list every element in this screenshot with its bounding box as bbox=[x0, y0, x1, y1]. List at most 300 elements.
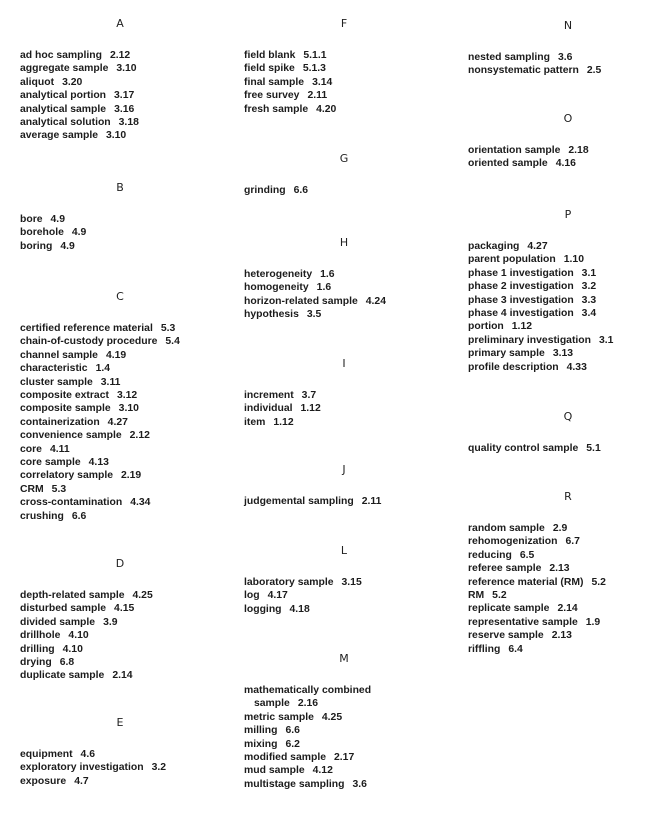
entry-reference: 1.9 bbox=[585, 616, 601, 628]
index-entry bbox=[244, 751, 464, 764]
section-letter-heading: M bbox=[339, 652, 349, 665]
entry-reference: 1.6 bbox=[320, 269, 335, 280]
entry-list bbox=[244, 495, 464, 508]
entry-term: nonsystematic pattern bbox=[468, 65, 579, 77]
entry-term: equipment bbox=[20, 749, 73, 760]
index-entry bbox=[468, 522, 667, 535]
index-entry bbox=[244, 711, 464, 724]
entry-term: divided sample bbox=[20, 616, 96, 628]
entry-term: metric sample bbox=[244, 711, 314, 723]
index-entry bbox=[244, 49, 464, 62]
entry-reference: 4.24 bbox=[365, 295, 386, 307]
entry-reference: 4.27 bbox=[527, 241, 548, 252]
section-m bbox=[244, 652, 464, 791]
section-letter-heading: C bbox=[116, 290, 124, 303]
index-entry bbox=[20, 376, 240, 389]
entry-reference: 3.10 bbox=[105, 130, 127, 142]
section-q bbox=[468, 410, 667, 455]
section-letter-heading: J bbox=[342, 463, 346, 476]
section-letter-heading: F bbox=[340, 17, 348, 30]
entry-reference: 4.34 bbox=[130, 497, 151, 509]
index-entry bbox=[20, 416, 240, 429]
index-entry bbox=[244, 308, 464, 321]
entry-term: depth-related sample bbox=[20, 590, 125, 601]
entry-reference: 4.17 bbox=[267, 590, 288, 602]
entry-term: item bbox=[244, 416, 266, 428]
section-letter-heading: E bbox=[116, 716, 124, 729]
entry-reference: 2.11 bbox=[361, 496, 382, 507]
entry-reference: 2.16 bbox=[297, 698, 319, 710]
entry-reference: 6.8 bbox=[59, 657, 75, 669]
entry-term: chain-of-custody procedure bbox=[20, 336, 158, 348]
index-entry bbox=[20, 76, 240, 89]
index-entry bbox=[20, 116, 240, 129]
entry-reference: 3.2 bbox=[151, 762, 167, 774]
entry-term: oriented sample bbox=[468, 158, 548, 170]
entry-term: field spike bbox=[244, 63, 295, 75]
entry-reference: 4.25 bbox=[321, 711, 343, 723]
entry-term: representative sample bbox=[468, 616, 578, 628]
index-entry bbox=[468, 253, 667, 266]
index-entry bbox=[20, 443, 240, 456]
entry-term: reserve sample bbox=[468, 630, 544, 642]
entry-term: logging bbox=[244, 603, 282, 615]
entry-term: duplicate sample bbox=[20, 670, 105, 682]
entry-reference: 3.6 bbox=[558, 52, 573, 63]
entry-reference: 3.3 bbox=[581, 294, 597, 306]
index-entry bbox=[244, 402, 464, 415]
entry-reference: 4.7 bbox=[74, 775, 89, 787]
entry-reference: 1.12 bbox=[511, 321, 533, 333]
entry-term: mathematically combined bbox=[244, 685, 372, 696]
entry-reference: 2.9 bbox=[552, 523, 568, 534]
section-letter-heading: P bbox=[564, 208, 572, 221]
entry-term: laboratory sample bbox=[244, 577, 334, 588]
entry-reference: 4.9 bbox=[60, 240, 75, 252]
entry-term: quality control sample bbox=[468, 443, 579, 454]
entry-reference: 5.1.1 bbox=[303, 50, 327, 61]
entry-list bbox=[468, 240, 667, 374]
entry-reference: 4.20 bbox=[316, 103, 337, 115]
index-entry bbox=[468, 267, 667, 280]
index-entry bbox=[468, 549, 667, 562]
entry-term: analytical sample bbox=[20, 103, 107, 115]
entry-reference: 2.13 bbox=[549, 563, 570, 575]
entry-term: phase 4 investigation bbox=[468, 308, 574, 320]
entry-reference: 2.12 bbox=[109, 50, 131, 61]
section-p bbox=[468, 208, 667, 374]
index-entry bbox=[468, 334, 667, 347]
entry-list bbox=[20, 213, 240, 253]
index-entry bbox=[468, 602, 667, 615]
index-entry bbox=[20, 349, 240, 362]
entry-reference: 3.14 bbox=[312, 76, 333, 88]
index-entry bbox=[244, 576, 464, 589]
entry-term: sample bbox=[254, 698, 290, 710]
entry-term: ad hoc sampling bbox=[20, 50, 102, 61]
entry-term: hypothesis bbox=[244, 309, 299, 321]
entry-term: drilling bbox=[20, 643, 55, 655]
index-entry bbox=[244, 103, 464, 116]
entry-term: mixing bbox=[244, 738, 278, 750]
entry-list bbox=[20, 322, 240, 523]
index-entry bbox=[244, 89, 464, 102]
entry-term: fresh sample bbox=[244, 103, 309, 115]
entry-term: CRM bbox=[20, 483, 44, 495]
entry-reference: 6.2 bbox=[285, 738, 300, 750]
entry-term: analytical portion bbox=[20, 90, 107, 102]
entry-term: individual bbox=[244, 403, 293, 415]
section-f bbox=[244, 17, 464, 116]
entry-term: riffling bbox=[468, 643, 501, 655]
index-entry bbox=[244, 684, 464, 697]
entry-reference: 3.12 bbox=[116, 390, 138, 402]
entry-reference: 5.2 bbox=[591, 576, 606, 588]
index-entry bbox=[20, 213, 240, 226]
entry-term: parent population bbox=[468, 254, 556, 266]
section-r bbox=[468, 490, 667, 656]
section-b bbox=[20, 181, 240, 253]
entry-term: cluster sample bbox=[20, 376, 93, 388]
entry-term: portion bbox=[468, 321, 504, 333]
entry-term: RM bbox=[468, 590, 485, 602]
section-letter-heading: R bbox=[564, 490, 572, 503]
index-entry bbox=[20, 89, 240, 102]
entry-reference: 4.9 bbox=[71, 227, 87, 239]
index-entry bbox=[20, 629, 240, 642]
entry-reference: 5.3 bbox=[51, 483, 67, 495]
entry-reference: 5.2 bbox=[492, 590, 507, 602]
entry-term: heterogeneity bbox=[244, 269, 313, 280]
index-entry bbox=[468, 562, 667, 575]
index-entry bbox=[20, 62, 240, 75]
entry-term: reducing bbox=[468, 549, 512, 561]
entry-reference: 2.17 bbox=[334, 752, 355, 764]
entry-term: aggregate sample bbox=[20, 63, 109, 75]
index-entry bbox=[468, 64, 667, 77]
index-entry bbox=[20, 103, 240, 116]
entry-reference: 3.20 bbox=[62, 76, 83, 88]
section-letter-heading: G bbox=[339, 152, 349, 165]
entry-term: profile description bbox=[468, 361, 559, 373]
section-letter-heading: N bbox=[563, 19, 573, 32]
entry-term: cross-contamination bbox=[20, 497, 123, 509]
section-letter-heading: I bbox=[342, 357, 346, 370]
entry-term: boring bbox=[20, 240, 53, 252]
index-entry bbox=[244, 268, 464, 281]
entry-reference: 3.10 bbox=[118, 403, 139, 415]
index-entry bbox=[20, 616, 240, 629]
entry-reference: 6.5 bbox=[519, 549, 535, 561]
entry-reference: 3.10 bbox=[116, 63, 137, 75]
entry-term: core sample bbox=[20, 457, 81, 469]
entry-term: field blank bbox=[244, 50, 296, 61]
index-entry bbox=[20, 510, 240, 523]
entry-term: exploratory investigation bbox=[20, 762, 144, 774]
section-e bbox=[20, 716, 240, 788]
entry-reference: 2.14 bbox=[557, 603, 578, 615]
entry-list bbox=[20, 748, 240, 788]
section-h bbox=[244, 236, 464, 322]
entry-reference: 3.6 bbox=[352, 778, 367, 790]
entry-reference: 3.17 bbox=[114, 90, 135, 102]
entry-term: packaging bbox=[468, 241, 520, 252]
entry-reference: 2.5 bbox=[586, 65, 602, 77]
index-entry bbox=[20, 402, 240, 415]
entry-term: final sample bbox=[244, 76, 305, 88]
index-entry bbox=[20, 656, 240, 669]
entry-term: drillhole bbox=[20, 630, 61, 642]
entry-term: judgemental sampling bbox=[244, 496, 354, 507]
section-c bbox=[20, 290, 240, 523]
section-letter-heading: B bbox=[116, 181, 124, 194]
entry-term: homogeneity bbox=[244, 282, 309, 294]
index-entry bbox=[468, 280, 667, 293]
index-entry bbox=[468, 294, 667, 307]
index-entry bbox=[468, 442, 667, 455]
index-entry bbox=[244, 416, 464, 429]
entry-term: average sample bbox=[20, 130, 98, 142]
entry-reference: 6.6 bbox=[285, 725, 300, 737]
entry-reference: 6.6 bbox=[71, 510, 87, 522]
entry-reference: 6.7 bbox=[565, 536, 580, 548]
entry-term: certified reference material bbox=[20, 323, 153, 334]
section-a bbox=[20, 17, 240, 143]
index-entry bbox=[20, 226, 240, 239]
index-entry bbox=[244, 495, 464, 508]
index-entry bbox=[244, 778, 464, 791]
entry-list bbox=[20, 49, 240, 143]
index-entry bbox=[244, 76, 464, 89]
index-entry bbox=[20, 643, 240, 656]
entry-term: composite extract bbox=[20, 390, 109, 402]
entry-reference: 5.3 bbox=[160, 323, 176, 334]
index-entry bbox=[244, 295, 464, 308]
entry-term: modified sample bbox=[244, 752, 326, 764]
entry-term: borehole bbox=[20, 227, 64, 239]
section-letter-heading: L bbox=[340, 544, 348, 557]
entry-term: mud sample bbox=[244, 765, 305, 777]
entry-reference: 2.13 bbox=[551, 630, 572, 642]
entry-reference: 4.16 bbox=[555, 158, 576, 170]
section-n bbox=[468, 19, 667, 78]
entry-reference: 3.1 bbox=[581, 267, 597, 279]
entry-reference: 4.18 bbox=[289, 603, 310, 615]
entry-reference: 4.10 bbox=[62, 643, 83, 655]
entry-reference: 3.5 bbox=[306, 309, 322, 321]
entry-term: core bbox=[20, 443, 42, 455]
index-entry bbox=[20, 496, 240, 509]
index-entry bbox=[20, 775, 240, 788]
index-entry bbox=[244, 389, 464, 402]
entry-term: correlatory sample bbox=[20, 470, 113, 482]
index-entry bbox=[468, 629, 667, 642]
entry-reference: 1.6 bbox=[316, 282, 332, 294]
entry-term: nested sampling bbox=[468, 52, 550, 63]
index-entry bbox=[468, 51, 667, 64]
entry-reference: 3.2 bbox=[581, 281, 597, 293]
entry-list bbox=[244, 184, 464, 197]
index-entry bbox=[20, 322, 240, 335]
entry-term: replicate sample bbox=[468, 603, 550, 615]
entry-term: characteristic bbox=[20, 363, 88, 375]
entry-reference: 2.11 bbox=[307, 90, 328, 102]
entry-reference: 1.4 bbox=[95, 363, 111, 375]
entry-list bbox=[468, 144, 667, 171]
entry-list bbox=[20, 589, 240, 683]
entry-term: analytical solution bbox=[20, 117, 111, 129]
entry-reference: 3.13 bbox=[552, 348, 574, 360]
section-o bbox=[468, 112, 667, 171]
entry-term: primary sample bbox=[468, 348, 545, 360]
entry-term: disturbed sample bbox=[20, 603, 107, 615]
entry-reference: 3.18 bbox=[118, 117, 139, 129]
entry-term: phase 2 investigation bbox=[468, 281, 574, 293]
index-entry bbox=[244, 724, 464, 737]
index-entry bbox=[20, 456, 240, 469]
entry-term: free survey bbox=[244, 90, 300, 102]
entry-list bbox=[468, 51, 667, 78]
index-entry bbox=[468, 643, 667, 656]
section-l bbox=[244, 544, 464, 616]
entry-reference: 5.1.3 bbox=[302, 63, 326, 75]
entry-reference: 4.12 bbox=[312, 765, 333, 777]
entry-term: log bbox=[244, 590, 260, 602]
section-j bbox=[244, 463, 464, 508]
entry-reference: 3.4 bbox=[581, 308, 597, 320]
index-entry bbox=[20, 129, 240, 142]
index-entry bbox=[20, 429, 240, 442]
index-entry bbox=[244, 589, 464, 602]
entry-reference: 3.7 bbox=[301, 390, 317, 401]
entry-term: phase 1 investigation bbox=[468, 267, 574, 279]
entry-term: containerization bbox=[20, 416, 100, 428]
entry-reference: 3.16 bbox=[114, 103, 135, 115]
index-entry bbox=[468, 320, 667, 333]
index-entry bbox=[20, 362, 240, 375]
entry-term: orientation sample bbox=[468, 145, 561, 156]
index-entry bbox=[468, 535, 667, 548]
entry-term: crushing bbox=[20, 510, 64, 522]
entry-term: grinding bbox=[244, 185, 286, 196]
entry-list bbox=[468, 522, 667, 656]
index-entry bbox=[468, 240, 667, 253]
section-i bbox=[244, 357, 464, 429]
entry-term: preliminary investigation bbox=[468, 334, 591, 346]
section-d bbox=[20, 557, 240, 683]
entry-reference: 4.27 bbox=[107, 416, 128, 428]
entry-list bbox=[468, 442, 667, 455]
index-entry bbox=[468, 157, 667, 170]
index-entry bbox=[20, 483, 240, 496]
index-entry bbox=[468, 361, 667, 374]
entry-reference: 4.9 bbox=[50, 214, 65, 225]
entry-term: referee sample bbox=[468, 563, 542, 575]
index-entry bbox=[20, 602, 240, 615]
entry-reference: 1.12 bbox=[300, 403, 321, 415]
entry-reference: 4.6 bbox=[80, 749, 95, 760]
entry-list bbox=[244, 268, 464, 322]
entry-term: reference material (RM) bbox=[468, 576, 584, 588]
entry-term: milling bbox=[244, 725, 278, 737]
entry-reference: 2.12 bbox=[129, 430, 150, 442]
entry-term: multistage sampling bbox=[244, 778, 345, 790]
index-entry bbox=[244, 184, 464, 197]
index-entry bbox=[468, 576, 667, 589]
index-entry bbox=[20, 49, 240, 62]
entry-term: horizon-related sample bbox=[244, 295, 358, 307]
entry-term: drying bbox=[20, 657, 52, 669]
index-entry bbox=[20, 589, 240, 602]
entry-reference: 1.10 bbox=[563, 254, 584, 266]
entry-reference: 4.11 bbox=[49, 443, 70, 455]
entry-list bbox=[244, 684, 464, 791]
entry-reference: 4.25 bbox=[132, 590, 153, 601]
entry-reference: 2.18 bbox=[568, 145, 589, 156]
index-entry bbox=[20, 669, 240, 682]
entry-reference: 4.33 bbox=[566, 361, 587, 373]
index-entry bbox=[244, 62, 464, 75]
entry-list bbox=[244, 389, 464, 429]
entry-reference: 2.14 bbox=[112, 670, 133, 682]
entry-reference: 4.15 bbox=[114, 603, 135, 615]
entry-term: rehomogenization bbox=[468, 536, 558, 548]
index-entry bbox=[20, 469, 240, 482]
index-entry bbox=[468, 347, 667, 360]
index-entry bbox=[20, 761, 240, 774]
entry-reference: 2.19 bbox=[120, 470, 142, 482]
entry-term: increment bbox=[244, 390, 294, 401]
index-entry bbox=[244, 281, 464, 294]
entry-list bbox=[244, 576, 464, 616]
index-entry bbox=[244, 697, 464, 710]
section-letter-heading: H bbox=[339, 236, 349, 249]
index-entry bbox=[244, 738, 464, 751]
entry-reference: 5.1 bbox=[586, 443, 601, 454]
entry-reference: 4.13 bbox=[88, 457, 109, 469]
entry-reference: 3.9 bbox=[103, 616, 118, 628]
index-entry bbox=[244, 603, 464, 616]
entry-reference: 3.1 bbox=[599, 334, 614, 346]
entry-term: exposure bbox=[20, 775, 67, 787]
entry-term: phase 3 investigation bbox=[468, 294, 574, 306]
entry-term: random sample bbox=[468, 523, 545, 534]
entry-term: aliquot bbox=[20, 76, 55, 88]
entry-term: composite sample bbox=[20, 403, 111, 415]
section-letter-heading: D bbox=[115, 557, 125, 570]
entry-reference: 6.6 bbox=[293, 185, 309, 196]
entry-reference: 3.11 bbox=[100, 376, 121, 388]
entry-term: channel sample bbox=[20, 349, 98, 361]
section-letter-heading: Q bbox=[563, 410, 573, 423]
index-entry bbox=[244, 764, 464, 777]
entry-reference: 3.15 bbox=[341, 577, 362, 588]
index-entry bbox=[20, 335, 240, 348]
section-g bbox=[244, 152, 464, 197]
section-letter-heading: O bbox=[563, 112, 573, 125]
index-entry bbox=[20, 389, 240, 402]
index-entry bbox=[20, 748, 240, 761]
index-entry bbox=[468, 616, 667, 629]
entry-reference: 6.4 bbox=[508, 643, 523, 655]
entry-reference: 4.19 bbox=[105, 349, 127, 361]
entry-term: convenience sample bbox=[20, 430, 122, 442]
entry-reference: 4.10 bbox=[68, 630, 89, 642]
index-entry bbox=[468, 589, 667, 602]
entry-list bbox=[244, 49, 464, 116]
entry-reference: 5.4 bbox=[165, 336, 180, 348]
section-letter-heading: A bbox=[116, 17, 124, 30]
